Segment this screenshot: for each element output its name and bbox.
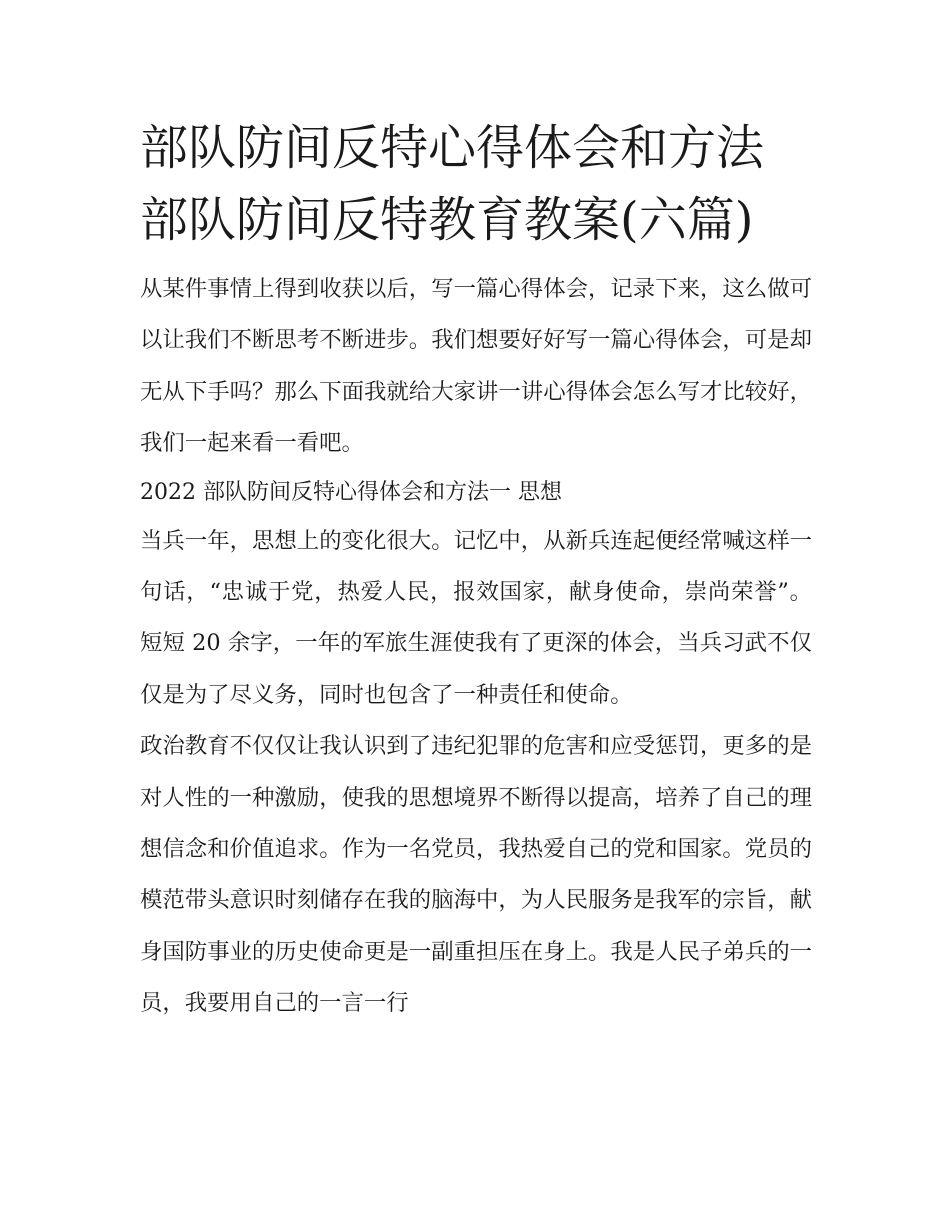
document-body	[140, 112, 812, 1030]
body-paragraph-2: 政治教育不仅仅让我认识到了违纪犯罪的危害和应受惩罚，更多的是对人性的一种激励，使我的思想境界不断得以提高，培养了自己的理想信念和价值追求。作为一名党员，我热爱自己的党和国家。党员的模范带头意识时刻储存在我的脑海中，为人民服务是我军的宗旨，献身国防事业的历史使命更是一副重担压在身上。我是人民子弟兵的一员，我要用自己的一言一行	[140, 733, 812, 1017]
title-line-2: 部队防间反特教育教案(六篇)	[140, 192, 754, 248]
title-line-1: 部队防间反特心得体会和方法	[140, 120, 765, 176]
intro-paragraph: 从某件事情上得到收获以后，写一篇心得体会，记录下来，这么做可以让我们不断思考不断进步。我们想要好好写一篇心得体会，可是却无从下手吗？那么下面我就给大家讲一讲心得体会怎么写才比较好，我们一起来看一看吧。	[140, 276, 812, 457]
section-heading: 2022 部队防间反特心得体会和方法一 思想	[140, 479, 562, 505]
document-title	[140, 112, 812, 256]
body-paragraph-1: 当兵一年，思想上的变化很大。记忆中，从新兵连起便经常喊这样一句话，“忠诚于党，热爱人民，报效国家，献身使命，崇尚荣誉”。短短 20 余字，一年的军旅生涯使我有了更深的体会，当兵习武不仅仅是为了尽义务，同时也包含了一种责任和使命。	[140, 527, 812, 708]
